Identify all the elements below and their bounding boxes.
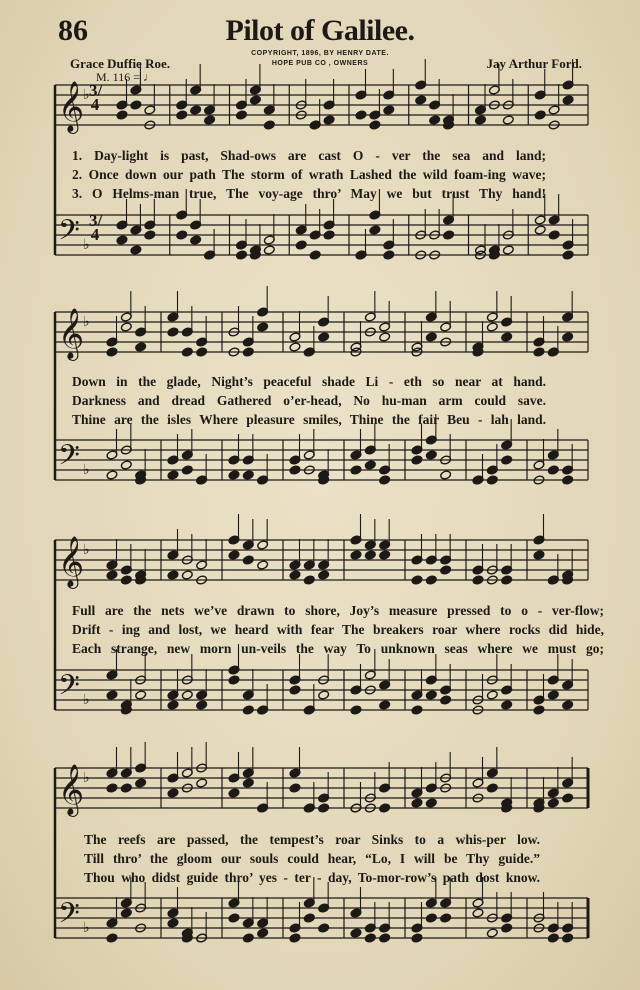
- note-head: [130, 100, 142, 110]
- note-head: [249, 95, 261, 105]
- note-head: [303, 913, 315, 923]
- flat-icon: ♭: [83, 543, 90, 558]
- note-head: [181, 347, 193, 357]
- note-head: [425, 450, 437, 460]
- note-head: [257, 322, 269, 332]
- lyric-line: Till thro’ the gloom our souls could hear, “Lo, I will be Thy guide.”: [84, 851, 540, 866]
- note-head: [486, 690, 498, 700]
- note-head: [181, 465, 193, 475]
- note-head: [176, 110, 188, 120]
- note-head: [411, 575, 423, 585]
- note-head: [429, 115, 441, 125]
- treble-clef-icon: 𝄞: [58, 308, 85, 359]
- note-head: [383, 250, 395, 260]
- note-head: [379, 475, 391, 485]
- note-head: [309, 250, 321, 260]
- note-head: [257, 928, 269, 938]
- note-head: [196, 347, 208, 357]
- note-head: [533, 705, 545, 715]
- note-head: [486, 783, 498, 793]
- note-head: [120, 460, 132, 470]
- note-head: [106, 470, 118, 480]
- note-head: [562, 250, 574, 260]
- note-head: [242, 347, 254, 357]
- tempo-marking: M. 116 = ♩: [96, 70, 155, 84]
- note-head: [120, 322, 132, 332]
- note-head: [228, 675, 240, 685]
- note-head: [289, 570, 301, 580]
- lyric-line: 2. Once down our path The storm of wrath Lashed the wild foam-ing wave;: [72, 167, 546, 182]
- flat-icon: ♭: [83, 463, 90, 478]
- note-head: [379, 700, 391, 710]
- bass-clef-icon: 𝄢: [58, 669, 80, 709]
- note-head: [144, 230, 156, 240]
- note-head: [242, 778, 254, 788]
- note-head: [303, 575, 315, 585]
- note-head: [369, 225, 381, 235]
- lyricist: Grace Duffie Roe.: [70, 56, 170, 71]
- note-head: [364, 933, 376, 943]
- note-head: [547, 465, 559, 475]
- note-head: [411, 933, 423, 943]
- note-head: [106, 783, 118, 793]
- bass-clef-icon: 𝄢: [58, 214, 80, 254]
- note-head: [364, 550, 376, 560]
- note-head: [534, 110, 546, 120]
- note-head: [295, 240, 307, 250]
- flat-icon: ♭: [83, 693, 90, 708]
- note-head: [318, 570, 330, 580]
- note-head: [562, 95, 574, 105]
- note-head: [501, 923, 513, 933]
- publisher-line: HOPE PUB CO , OWNERS: [271, 60, 369, 67]
- note-head: [176, 230, 188, 240]
- note-head: [116, 110, 128, 120]
- note-head: [167, 570, 179, 580]
- note-head: [106, 347, 118, 357]
- treble-clef-icon: 𝄞: [58, 536, 85, 587]
- note-head: [190, 235, 202, 245]
- note-head: [533, 550, 545, 560]
- note-head: [289, 342, 301, 352]
- note-head: [318, 803, 330, 813]
- note-head: [547, 690, 559, 700]
- treble-time-signature: 3/4: [89, 81, 103, 114]
- note-head: [562, 793, 574, 803]
- note-head: [472, 575, 484, 585]
- note-head: [263, 245, 275, 255]
- note-head: [425, 798, 437, 808]
- note-head: [242, 555, 254, 565]
- bass-clef-icon: 𝄢: [58, 439, 80, 479]
- flat-icon: ♭: [83, 88, 90, 103]
- note-head: [204, 115, 216, 125]
- note-head: [350, 465, 362, 475]
- note-head: [228, 470, 240, 480]
- lyric-line: Drift - ing and lost, we heard with fear The breakers roar where rocks did hide,: [72, 622, 604, 637]
- note-head: [562, 332, 574, 342]
- note-head: [242, 933, 254, 943]
- note-head: [120, 783, 132, 793]
- note-head: [425, 332, 437, 342]
- note-head: [379, 933, 391, 943]
- note-head: [289, 933, 301, 943]
- note-head: [425, 690, 437, 700]
- note-head: [379, 803, 391, 813]
- note-head: [350, 928, 362, 938]
- note-head: [263, 120, 275, 130]
- lyric-line: Full are the nets we’ve drawn to shore, Joy’s measure pressed to o - ver-flow;: [72, 603, 604, 618]
- note-head: [120, 908, 132, 918]
- note-head: [350, 705, 362, 715]
- note-head: [486, 322, 498, 332]
- bass-clef-icon: 𝄢: [58, 897, 80, 937]
- bass-time-signature: 3/4: [89, 211, 103, 244]
- note-head: [190, 105, 202, 115]
- note-head: [167, 788, 179, 798]
- note-head: [533, 347, 545, 357]
- note-head: [106, 570, 118, 580]
- lyric-line: 3. O Helms-man true, The voy-age thro’ May we but trust Thy hand!: [72, 186, 546, 201]
- note-head: [116, 235, 128, 245]
- note-head: [562, 700, 574, 710]
- note-head: [501, 455, 513, 465]
- flat-icon: ♭: [83, 771, 90, 786]
- note-head: [547, 798, 559, 808]
- note-head: [167, 918, 179, 928]
- note-head: [318, 690, 330, 700]
- note-head: [135, 690, 147, 700]
- note-head: [501, 700, 513, 710]
- note-head: [486, 928, 498, 938]
- note-head: [502, 115, 514, 125]
- note-head: [440, 695, 452, 705]
- note-head: [415, 95, 427, 105]
- flat-icon: ♭: [83, 238, 90, 253]
- lyric-line: Each strange, new morn un-veils the way To unknown seas where we must go;: [72, 641, 604, 656]
- note-head: [318, 923, 330, 933]
- hymn-title: Pilot of Galilee.: [225, 14, 415, 47]
- note-head: [411, 798, 423, 808]
- note-head: [475, 115, 487, 125]
- note-head: [130, 245, 142, 255]
- note-head: [501, 332, 513, 342]
- note-head: [106, 933, 118, 943]
- note-head: [323, 230, 335, 240]
- note-head: [323, 115, 335, 125]
- note-head: [196, 700, 208, 710]
- note-head: [472, 908, 484, 918]
- note-head: [364, 460, 376, 470]
- note-head: [135, 342, 147, 352]
- note-head: [257, 560, 269, 570]
- note-head: [547, 933, 559, 943]
- note-head: [425, 575, 437, 585]
- note-head: [181, 690, 193, 700]
- lyric-line: Thine are the isles Where pleasure smiles, Thine the fair Beu - lah land.: [72, 412, 546, 427]
- note-head: [548, 230, 560, 240]
- note-head: [425, 913, 437, 923]
- copyright-line: COPYRIGHT, 1896, BY HENRY DATE.: [251, 50, 389, 57]
- note-head: [486, 475, 498, 485]
- note-head: [383, 105, 395, 115]
- note-head: [167, 327, 179, 337]
- note-head: [562, 475, 574, 485]
- note-head: [167, 700, 179, 710]
- note-head: [443, 230, 455, 240]
- lyric-line: Thou who didst guide thro’ yes - ter - day, To-mor-row’s path dost know.: [84, 870, 540, 885]
- note-head: [228, 550, 240, 560]
- note-head: [181, 570, 193, 580]
- note-head: [167, 470, 179, 480]
- flat-icon: ♭: [83, 921, 90, 936]
- note-head: [242, 470, 254, 480]
- note-head: [502, 245, 514, 255]
- note-head: [242, 705, 254, 715]
- note-head: [562, 933, 574, 943]
- lyric-line: 1. Day-light is past, Shad-ows are cast O - ver the sea and land;: [72, 148, 546, 163]
- treble-clef-icon: 𝄞: [58, 764, 85, 815]
- note-head: [411, 455, 423, 465]
- note-head: [120, 575, 132, 585]
- lyric-line: The reefs are passed, the tempest’s roar Sinks to a whis-per low.: [84, 832, 540, 847]
- flat-icon: ♭: [83, 315, 90, 330]
- note-head: [289, 685, 301, 695]
- note-head: [411, 705, 423, 715]
- note-head: [379, 332, 391, 342]
- note-head: [355, 110, 367, 120]
- note-head: [228, 788, 240, 798]
- note-head: [228, 913, 240, 923]
- lyric-line: Down in the glade, Night’s peaceful shade Li - eth so near at hand.: [72, 374, 546, 389]
- note-head: [501, 575, 513, 585]
- note-head: [318, 332, 330, 342]
- note-head: [350, 550, 362, 560]
- note-head: [236, 250, 248, 260]
- note-head: [196, 778, 208, 788]
- note-head: [135, 778, 147, 788]
- note-head: [440, 470, 452, 480]
- note-head: [369, 120, 381, 130]
- note-head: [379, 550, 391, 560]
- note-head: [289, 465, 301, 475]
- hymn-number: 86: [58, 14, 88, 47]
- note-head: [440, 913, 452, 923]
- composer: Jay Arthur Ford.: [486, 56, 582, 71]
- lyric-line: Darkness and dread Gathered o’er-head, No hu-man arm could save.: [72, 393, 546, 408]
- note-head: [106, 690, 118, 700]
- treble-clef-icon: 𝄞: [58, 81, 85, 132]
- note-head: [236, 110, 248, 120]
- note-head: [534, 225, 546, 235]
- note-head: [440, 565, 452, 575]
- note-head: [289, 783, 301, 793]
